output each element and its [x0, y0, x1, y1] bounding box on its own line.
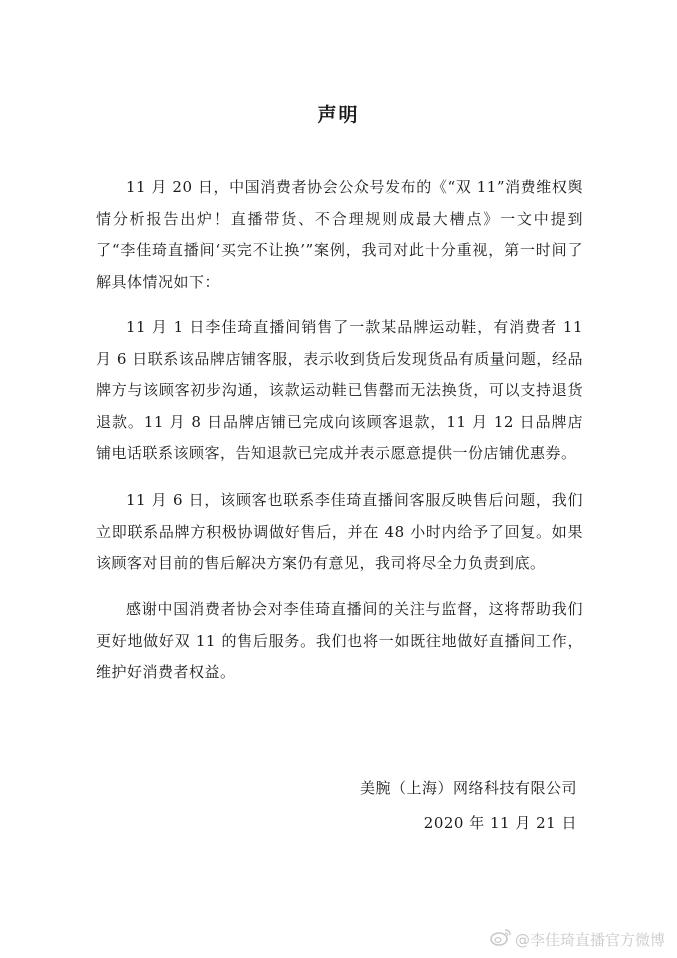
weibo-logo-icon: [490, 928, 515, 950]
signature-company: 美腕（上海）网络科技有限公司: [359, 779, 577, 797]
paragraph-followup: 11 月 6 日，该顾客也联系李佳琦直播间客服反映售后问题，我们立即联系品牌方积极协调做好售后，并在 48 小时内给予了回复。如果该顾客对目前的售后解决方案仍有意见，我司将尽全力负责到底。: [96, 491, 583, 572]
weibo-watermark: [490, 928, 665, 950]
paragraph-thanks: 感谢中国消费者协会对李佳琦直播间的关注与监督，这将帮助我们更好地做好双 11 的售后服务。我们也将一如既往地做好直播间工作，维护好消费者权益。: [96, 600, 583, 681]
signature-date: 2020 年 11 月 21 日: [423, 814, 577, 832]
paragraph-details: 11 月 1 日李佳琦直播间销售了一款某品牌运动鞋，有消费者 11 月 6 日联系该品牌店铺客服，表示收到货后发现货品有质量问题，经品牌方与该顾客初步沟通，该款运动鞋已售罄而无法换货，可以支持退货退款。11 月 8 日品牌店铺已完成向该顾客退款，11 月 12 日品牌店铺电话联系该顾客，告知退款已完成并表示愿意提供一份店铺优惠券。: [96, 318, 583, 462]
paragraph-intro: 11 月 20 日，中国消费者协会公众号发布的《“双 11”消费维权舆情分析报告出炉！直播带货、不合理规则成最大槽点》一文中提到了“李佳琦直播间‘买完不让换’”案例，我司对此十分重视，第一时间了解具体情况如下：: [96, 178, 583, 291]
document-title: 声明: [317, 104, 360, 126]
watermark-text: @李佳琦直播官方微博: [514, 930, 665, 949]
